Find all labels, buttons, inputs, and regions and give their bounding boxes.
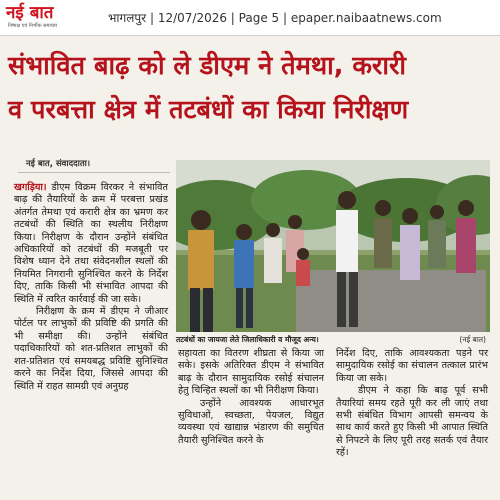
article-column-2 [178,348,324,447]
article-column-1 [14,182,168,393]
photo-credit: (नई बात) [459,335,486,344]
photo-caption [176,333,490,346]
headline-line-2: व परबत्ता क्षेत्र में तटबंधों का किया निरीक्षण [8,95,409,125]
article-headline [8,44,494,132]
masthead [0,0,500,36]
article-paragraph: सहायता का वितरण शीघ्रता से किया जा सके। इसके अतिरिक्त डीएम ने संभावित बाढ़ के दौरान सामुदायिक रसोई संचालन हेतु चिन्हित स्थलों का भी निरीक्षण किया। [178,348,324,397]
logo-title: नई बात [6,3,54,23]
article-paragraph [14,182,168,306]
byline-divider [18,172,170,173]
news-photo [176,160,490,332]
article-paragraph: निरीक्षण के क्रम में डीएम ने जीआर पोर्टल पर लाभुकों की प्रविष्टि की प्रगति की भी समीक्षा की। उन्होंने संबंधित पदाधिकारियों को शत-प्रतिशत लाभुकों की शत-प्रतिशत एवं समयबद्ध प्रविष्टि सुनिश्चित करने का निर्देश दिया, जिससे आपदा की स्थिति में राहत सामग्री एवं अनुग्रह [14,306,168,392]
photo-illustration [176,160,490,332]
newspaper-logo[interactable] [6,3,86,33]
dateline: खगड़िया। [14,182,47,193]
byline: नई बात, संवाददाता। [26,159,91,169]
article-paragraph: उन्होंने आवश्यक आधारभूत सुविधाओं, स्वच्छता, पेयजल, विद्युत व्यवस्था एवं खाद्यान्न भंडारण की समुचित तैयारी सुनिश्चित करने के [178,397,324,446]
paragraph-text: डीएम विक्रम विरकर ने संभावित बाढ़ की तैयारियों के क्रम में परबत्ता प्रखंड अंतर्गत तेमथा एवं करारी क्षेत्र का भ्रमण कर तटबंधों की स्थिति का स्थलीय निरीक्षण किया। निरीक्षण के दौरान उन्होंने संबंधित अधिकारियों को तटबंधों की मजबूती पर विशेष ध्यान देने तथा संवेदनशील स्थलों की नियमित निगरानी सुनिश्चित करने के निर्देश दिए, ताकि किसी भी संभावित आपदा की स्थिति में त्वरित कार्रवाई की जा सके। [14,182,168,305]
article-paragraph: डीएम ने कहा कि बाढ़ पूर्व सभी तैयारियां समय रहते पूरी कर ली जाएं तथा सभी संबंधित विभाग आपसी समन्वय के साथ कार्य करते हुए किसी भी आपात स्थिति से निपटने के लिए पूरी तरह सतर्क एवं तैयार रहें। [336,385,488,459]
article-column-3 [336,348,488,460]
caption-text: तटबंधों का जायजा लेते जिलाधिकारी व मौजूद अन्य। [176,335,319,344]
edition-info: भागलपुर | 12/07/2026 | Page 5 | epaper.naibaatnews.com [108,11,442,25]
headline-line-1: संभावित बाढ़ को ले डीएम ने तेमथा, करारी [8,51,407,81]
logo-tagline: निष्पक्ष एवं निर्भीक समाचार [8,23,58,29]
article-paragraph: निर्देश दिए, ताकि आवश्यकता पड़ने पर सामुदायिक रसोई का संचालन तत्काल प्रारंभ किया जा सके। [336,348,488,384]
